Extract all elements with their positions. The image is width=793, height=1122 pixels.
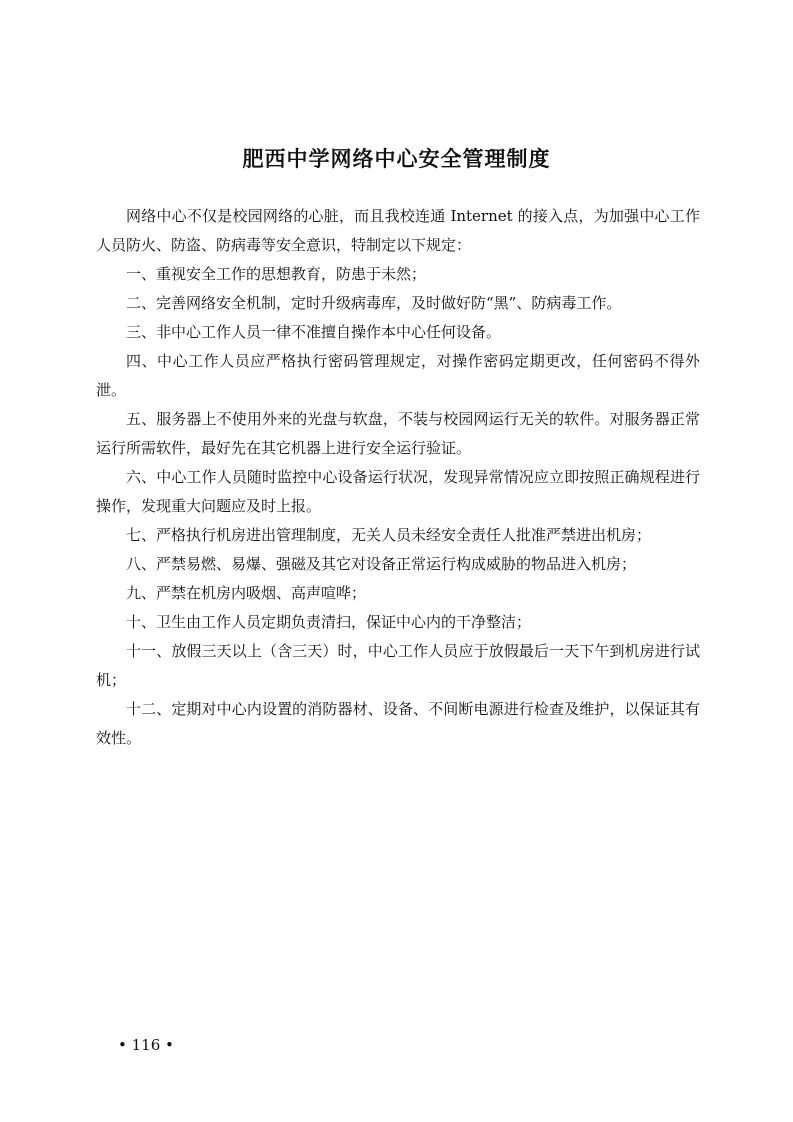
- paragraph-rule-6: 六、中心工作人员随时监控中心设备运行状况，发现异常情况应立即按照正确规程进行操作，发现重大问题应及时上报。: [96, 468, 700, 515]
- page-number: • 116 •: [118, 1036, 174, 1054]
- paragraph-rule-2: 二、完善网络安全机制，定时升级病毒库，及时做好防“黑”、防病毒工作。: [126, 294, 622, 312]
- paragraph-rule-12: 十二、定期对中心内设置的消防器材、设备、不间断电源进行检查及维护，以保证其有效性。: [96, 700, 700, 747]
- paragraph-rule-4: 四、中心工作人员应严格执行密码管理规定，对操作密码定期更改，任何密码不得外泄。: [96, 352, 700, 399]
- paragraph-rule-7: 七、严格执行机房进出管理制度，无关人员未经安全责任人批准严禁进出机房；: [126, 526, 652, 544]
- document-title: 肥西中学网络中心安全管理制度: [242, 147, 551, 171]
- paragraph-intro: 网络中心不仅是校园网络的心脏，而且我校连通 Internet 的接入点，为加强中心工作人员防火、防盗、防病毒等安全意识，特制定以下规定：: [96, 207, 700, 254]
- paragraph-rule-10: 十、卫生由工作人员定期负责清扫，保证中心内的干净整洁；: [126, 613, 532, 631]
- paragraph-rule-3: 三、非中心工作人员一律不准擅自操作本中心任何设备。: [126, 323, 502, 341]
- paragraph-rule-8: 八、严禁易燃、易爆、强磁及其它对设备正常运行构成威胁的物品进入机房；: [126, 555, 637, 573]
- paragraph-rule-5: 五、服务器上不使用外来的光盘与软盘，不装与校园网运行无关的软件。对服务器正常运行所需软件，最好先在其它机器上进行安全运行验证。: [96, 410, 700, 457]
- document-body: [96, 202, 700, 753]
- paragraph-rule-11: 十一、放假三天以上（含三天）时，中心工作人员应于放假最后一天下午到机房进行试机；: [96, 642, 700, 689]
- paragraph-rule-1: 一、重视安全工作的思想教育，防患于未然；: [126, 265, 427, 283]
- paragraph-rule-9: 九、严禁在机房内吸烟、高声喧哗；: [126, 584, 367, 602]
